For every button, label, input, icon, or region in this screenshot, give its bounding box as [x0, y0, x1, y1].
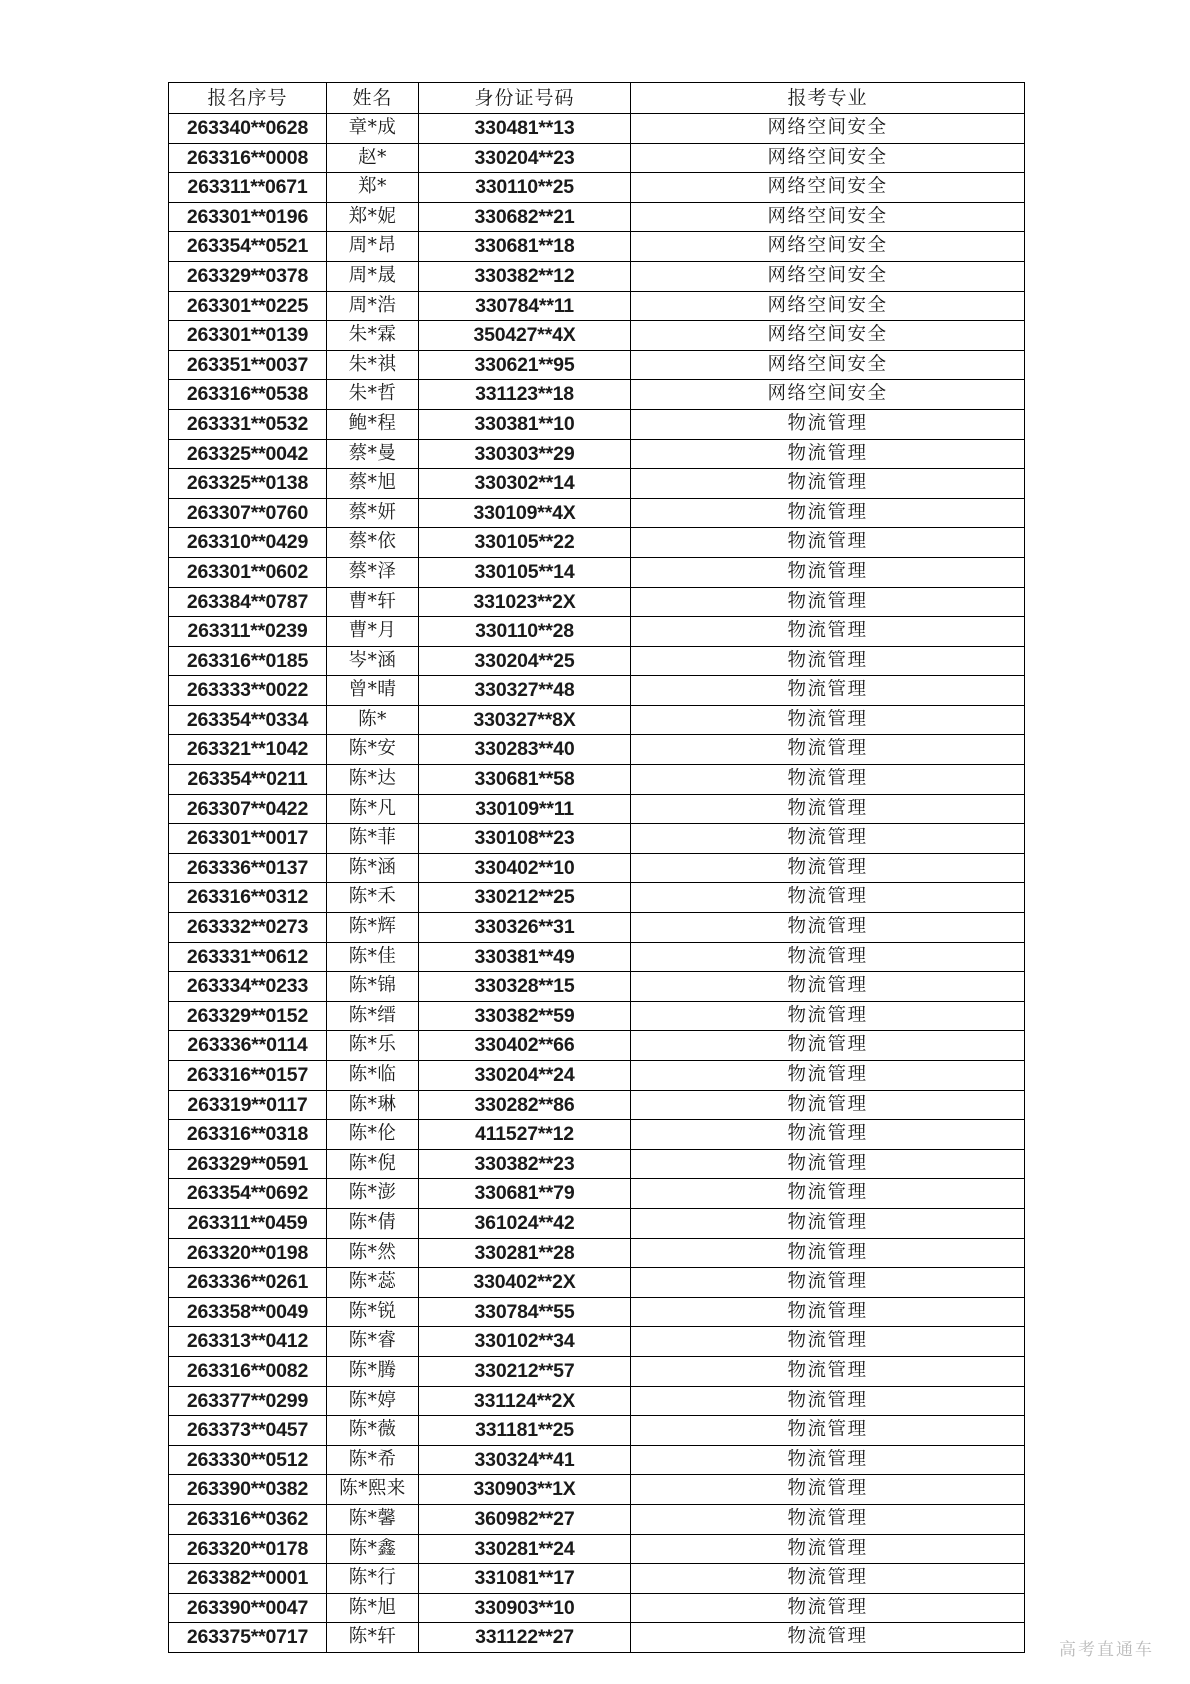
cell-major: 物流管理: [631, 942, 1025, 972]
cell-seq: 263307**0422: [169, 794, 327, 824]
cell-seq: 263301**0602: [169, 557, 327, 587]
cell-major: 物流管理: [631, 617, 1025, 647]
cell-major: 物流管理: [631, 1593, 1025, 1623]
cell-major: 物流管理: [631, 1386, 1025, 1416]
cell-name: 陈*然: [327, 1238, 419, 1268]
cell-seq: 263390**0047: [169, 1593, 327, 1623]
cell-seq: 263354**0521: [169, 232, 327, 262]
cell-major: 物流管理: [631, 705, 1025, 735]
cell-name: 陈*琳: [327, 1090, 419, 1120]
cell-idno: 330681**79: [419, 1179, 631, 1209]
table-row: [169, 1149, 1025, 1179]
cell-major: 物流管理: [631, 1149, 1025, 1179]
cell-seq: 263332**0273: [169, 913, 327, 943]
cell-idno: 330681**18: [419, 232, 631, 262]
cell-idno: 411527**12: [419, 1120, 631, 1150]
cell-seq: 263336**0114: [169, 1031, 327, 1061]
cell-idno: 331122**27: [419, 1623, 631, 1653]
table-row: [169, 676, 1025, 706]
cell-major: 物流管理: [631, 1564, 1025, 1594]
cell-seq: 263354**0211: [169, 765, 327, 795]
cell-name: 陈*薇: [327, 1416, 419, 1446]
table-row: [169, 587, 1025, 617]
cell-name: 章*成: [327, 114, 419, 144]
table-row: [169, 202, 1025, 232]
cell-name: 朱*祺: [327, 350, 419, 380]
header-row: [169, 83, 1025, 114]
table-row: [169, 143, 1025, 173]
cell-name: 陈*达: [327, 765, 419, 795]
cell-major: 物流管理: [631, 1208, 1025, 1238]
cell-major: 物流管理: [631, 587, 1025, 617]
cell-major: 网络空间安全: [631, 261, 1025, 291]
table-row: [169, 1268, 1025, 1298]
cell-name: 蔡*妍: [327, 498, 419, 528]
cell-seq: 263334**0233: [169, 972, 327, 1002]
cell-seq: 263331**0612: [169, 942, 327, 972]
cell-major: 物流管理: [631, 1297, 1025, 1327]
cell-name: 陈*临: [327, 1061, 419, 1091]
cell-major: 物流管理: [631, 1061, 1025, 1091]
cell-idno: 330327**48: [419, 676, 631, 706]
cell-idno: 330382**23: [419, 1149, 631, 1179]
cell-major: 物流管理: [631, 765, 1025, 795]
cell-seq: 263316**0318: [169, 1120, 327, 1150]
cell-idno: 360982**27: [419, 1504, 631, 1534]
cell-seq: 263382**0001: [169, 1564, 327, 1594]
cell-major: 网络空间安全: [631, 232, 1025, 262]
cell-major: 物流管理: [631, 1120, 1025, 1150]
cell-seq: 263311**0459: [169, 1208, 327, 1238]
cell-name: 陈*锐: [327, 1297, 419, 1327]
cell-seq: 263316**0362: [169, 1504, 327, 1534]
cell-major: 物流管理: [631, 469, 1025, 499]
table-row: [169, 1564, 1025, 1594]
table-row: [169, 498, 1025, 528]
table-row: [169, 232, 1025, 262]
cell-idno: 331023**2X: [419, 587, 631, 617]
cell-seq: 263340**0628: [169, 114, 327, 144]
cell-seq: 263301**0196: [169, 202, 327, 232]
cell-seq: 263358**0049: [169, 1297, 327, 1327]
cell-idno: 330402**66: [419, 1031, 631, 1061]
cell-idno: 361024**42: [419, 1208, 631, 1238]
cell-seq: 263320**0198: [169, 1238, 327, 1268]
column-header-seq: 报名序号: [169, 83, 327, 114]
cell-name: 周*浩: [327, 291, 419, 321]
cell-seq: 263325**0138: [169, 469, 327, 499]
cell-idno: 330204**25: [419, 646, 631, 676]
cell-name: 鲍*程: [327, 409, 419, 439]
cell-idno: 330108**23: [419, 824, 631, 854]
table-row: [169, 824, 1025, 854]
cell-seq: 263316**0082: [169, 1356, 327, 1386]
cell-seq: 263351**0037: [169, 350, 327, 380]
cell-name: 陈*安: [327, 735, 419, 765]
cell-idno: 331123**18: [419, 380, 631, 410]
cell-major: 网络空间安全: [631, 114, 1025, 144]
cell-major: 物流管理: [631, 676, 1025, 706]
column-header-major: 报考专业: [631, 83, 1025, 114]
table-row: [169, 528, 1025, 558]
cell-major: 物流管理: [631, 439, 1025, 469]
cell-name: 陈*馨: [327, 1504, 419, 1534]
cell-major: 物流管理: [631, 1445, 1025, 1475]
cell-seq: 263331**0532: [169, 409, 327, 439]
cell-idno: 330481**13: [419, 114, 631, 144]
table-row: [169, 1001, 1025, 1031]
cell-seq: 263311**0239: [169, 617, 327, 647]
cell-idno: 330784**11: [419, 291, 631, 321]
cell-name: 陈*凡: [327, 794, 419, 824]
cell-idno: 330105**22: [419, 528, 631, 558]
cell-seq: 263354**0334: [169, 705, 327, 735]
cell-idno: 330281**24: [419, 1534, 631, 1564]
table-row: [169, 380, 1025, 410]
cell-name: 朱*霖: [327, 321, 419, 351]
cell-name: 蔡*旭: [327, 469, 419, 499]
cell-seq: 263336**0261: [169, 1268, 327, 1298]
table-row: [169, 1475, 1025, 1505]
cell-idno: 330381**49: [419, 942, 631, 972]
cell-seq: 263336**0137: [169, 853, 327, 883]
cell-idno: 330681**58: [419, 765, 631, 795]
cell-major: 物流管理: [631, 1327, 1025, 1357]
cell-idno: 330621**95: [419, 350, 631, 380]
cell-major: 物流管理: [631, 972, 1025, 1002]
roster-table-container: [168, 82, 1024, 1653]
cell-idno: 330204**24: [419, 1061, 631, 1091]
roster-table: [168, 82, 1025, 1653]
cell-idno: 330110**25: [419, 173, 631, 203]
cell-seq: 263321**1042: [169, 735, 327, 765]
cell-major: 物流管理: [631, 735, 1025, 765]
table-row: [169, 469, 1025, 499]
cell-seq: 263311**0671: [169, 173, 327, 203]
cell-major: 物流管理: [631, 1090, 1025, 1120]
cell-idno: 330382**12: [419, 261, 631, 291]
table-row: [169, 646, 1025, 676]
table-header: [169, 83, 1025, 114]
cell-major: 物流管理: [631, 853, 1025, 883]
cell-seq: 263301**0225: [169, 291, 327, 321]
cell-name: 郑*妮: [327, 202, 419, 232]
table-row: [169, 1416, 1025, 1446]
cell-idno: 330326**31: [419, 913, 631, 943]
cell-idno: 330682**21: [419, 202, 631, 232]
cell-idno: 330402**10: [419, 853, 631, 883]
cell-name: 陈*缙: [327, 1001, 419, 1031]
table-row: [169, 1445, 1025, 1475]
cell-name: 陈*旭: [327, 1593, 419, 1623]
cell-name: 陈*腾: [327, 1356, 419, 1386]
table-row: [169, 942, 1025, 972]
cell-name: 陈*辉: [327, 913, 419, 943]
cell-seq: 263301**0017: [169, 824, 327, 854]
cell-name: 朱*哲: [327, 380, 419, 410]
cell-major: 物流管理: [631, 1268, 1025, 1298]
table-row: [169, 765, 1025, 795]
column-header-idno: 身份证号码: [419, 83, 631, 114]
cell-major: 物流管理: [631, 1001, 1025, 1031]
cell-name: 陈*行: [327, 1564, 419, 1594]
table-row: [169, 1090, 1025, 1120]
cell-name: 曹*轩: [327, 587, 419, 617]
cell-name: 蔡*泽: [327, 557, 419, 587]
cell-name: 赵*: [327, 143, 419, 173]
cell-idno: 330102**34: [419, 1327, 631, 1357]
table-row: [169, 853, 1025, 883]
cell-major: 物流管理: [631, 528, 1025, 558]
table-row: [169, 439, 1025, 469]
cell-major: 物流管理: [631, 883, 1025, 913]
table-row: [169, 794, 1025, 824]
cell-idno: 330903**1X: [419, 1475, 631, 1505]
table-row: [169, 1327, 1025, 1357]
cell-name: 岑*涵: [327, 646, 419, 676]
cell-idno: 330302**14: [419, 469, 631, 499]
cell-major: 网络空间安全: [631, 321, 1025, 351]
cell-idno: 330324**41: [419, 1445, 631, 1475]
cell-name: 陈*婷: [327, 1386, 419, 1416]
cell-idno: 330109**11: [419, 794, 631, 824]
watermark: 高考直通车: [1059, 1640, 1154, 1660]
cell-idno: 330303**29: [419, 439, 631, 469]
cell-name: 陈*倪: [327, 1149, 419, 1179]
cell-major: 物流管理: [631, 1475, 1025, 1505]
cell-seq: 263313**0412: [169, 1327, 327, 1357]
cell-major: 网络空间安全: [631, 350, 1025, 380]
cell-name: 陈*锦: [327, 972, 419, 1002]
cell-major: 网络空间安全: [631, 380, 1025, 410]
cell-name: 陈*澎: [327, 1179, 419, 1209]
cell-seq: 263310**0429: [169, 528, 327, 558]
cell-major: 物流管理: [631, 794, 1025, 824]
cell-seq: 263373**0457: [169, 1416, 327, 1446]
cell-name: 陈*伦: [327, 1120, 419, 1150]
cell-major: 物流管理: [631, 1416, 1025, 1446]
table-row: [169, 409, 1025, 439]
cell-name: 蔡*依: [327, 528, 419, 558]
cell-major: 物流管理: [631, 1504, 1025, 1534]
cell-name: 陈*熙来: [327, 1475, 419, 1505]
table-row: [169, 972, 1025, 1002]
table-row: [169, 1534, 1025, 1564]
cell-major: 网络空间安全: [631, 202, 1025, 232]
cell-seq: 263329**0591: [169, 1149, 327, 1179]
table-row: [169, 735, 1025, 765]
cell-seq: 263329**0378: [169, 261, 327, 291]
table-row: [169, 883, 1025, 913]
cell-major: 物流管理: [631, 1356, 1025, 1386]
table-row: [169, 1623, 1025, 1653]
cell-major: 网络空间安全: [631, 143, 1025, 173]
cell-seq: 263316**0185: [169, 646, 327, 676]
cell-name: 陈*蕊: [327, 1268, 419, 1298]
table-row: [169, 1356, 1025, 1386]
cell-seq: 263384**0787: [169, 587, 327, 617]
table-row: [169, 173, 1025, 203]
cell-name: 周*昂: [327, 232, 419, 262]
cell-name: 陈*倩: [327, 1208, 419, 1238]
cell-seq: 263333**0022: [169, 676, 327, 706]
cell-idno: 330903**10: [419, 1593, 631, 1623]
cell-seq: 263330**0512: [169, 1445, 327, 1475]
cell-name: 陈*佳: [327, 942, 419, 972]
cell-idno: 330110**28: [419, 617, 631, 647]
cell-name: 蔡*曼: [327, 439, 419, 469]
cell-major: 物流管理: [631, 1534, 1025, 1564]
cell-idno: 330204**23: [419, 143, 631, 173]
cell-seq: 263301**0139: [169, 321, 327, 351]
cell-name: 曹*月: [327, 617, 419, 647]
cell-major: 物流管理: [631, 1238, 1025, 1268]
cell-name: 陈*鑫: [327, 1534, 419, 1564]
cell-seq: 263354**0692: [169, 1179, 327, 1209]
cell-major: 物流管理: [631, 913, 1025, 943]
table-row: [169, 1238, 1025, 1268]
table-row: [169, 1179, 1025, 1209]
cell-seq: 263390**0382: [169, 1475, 327, 1505]
cell-seq: 263377**0299: [169, 1386, 327, 1416]
table-row: [169, 321, 1025, 351]
table-row: [169, 114, 1025, 144]
cell-idno: 330402**2X: [419, 1268, 631, 1298]
cell-name: 陈*乐: [327, 1031, 419, 1061]
cell-major: 物流管理: [631, 646, 1025, 676]
cell-seq: 263307**0760: [169, 498, 327, 528]
cell-seq: 263329**0152: [169, 1001, 327, 1031]
cell-name: 陈*睿: [327, 1327, 419, 1357]
cell-major: 物流管理: [631, 557, 1025, 587]
cell-seq: 263325**0042: [169, 439, 327, 469]
cell-seq: 263316**0008: [169, 143, 327, 173]
cell-name: 郑*: [327, 173, 419, 203]
cell-major: 物流管理: [631, 824, 1025, 854]
cell-seq: 263316**0157: [169, 1061, 327, 1091]
table-row: [169, 913, 1025, 943]
cell-idno: 330282**86: [419, 1090, 631, 1120]
table-row: [169, 350, 1025, 380]
table-row: [169, 1208, 1025, 1238]
cell-name: 陈*菲: [327, 824, 419, 854]
table-row: [169, 617, 1025, 647]
cell-name: 陈*希: [327, 1445, 419, 1475]
cell-idno: 350427**4X: [419, 321, 631, 351]
cell-idno: 330381**10: [419, 409, 631, 439]
cell-name: 陈*: [327, 705, 419, 735]
cell-seq: 263320**0178: [169, 1534, 327, 1564]
table-row: [169, 261, 1025, 291]
table-row: [169, 1061, 1025, 1091]
cell-name: 曾*晴: [327, 676, 419, 706]
cell-idno: 330109**4X: [419, 498, 631, 528]
column-header-name: 姓名: [327, 83, 419, 114]
table-row: [169, 1297, 1025, 1327]
table-row: [169, 557, 1025, 587]
cell-idno: 330382**59: [419, 1001, 631, 1031]
cell-seq: 263316**0538: [169, 380, 327, 410]
table-row: [169, 291, 1025, 321]
cell-major: 物流管理: [631, 1031, 1025, 1061]
table-row: [169, 1504, 1025, 1534]
cell-idno: 331181**25: [419, 1416, 631, 1446]
cell-name: 陈*涵: [327, 853, 419, 883]
cell-major: 物流管理: [631, 1179, 1025, 1209]
table-row: [169, 1593, 1025, 1623]
cell-major: 物流管理: [631, 498, 1025, 528]
cell-idno: 330212**57: [419, 1356, 631, 1386]
cell-major: 物流管理: [631, 409, 1025, 439]
table-row: [169, 705, 1025, 735]
cell-seq: 263316**0312: [169, 883, 327, 913]
table-row: [169, 1031, 1025, 1061]
cell-major: 网络空间安全: [631, 173, 1025, 203]
cell-name: 陈*禾: [327, 883, 419, 913]
cell-idno: 331124**2X: [419, 1386, 631, 1416]
cell-idno: 330784**55: [419, 1297, 631, 1327]
cell-idno: 330105**14: [419, 557, 631, 587]
table-body: [169, 114, 1025, 1653]
cell-idno: 330283**40: [419, 735, 631, 765]
table-row: [169, 1386, 1025, 1416]
table-row: [169, 1120, 1025, 1150]
cell-idno: 330212**25: [419, 883, 631, 913]
cell-seq: 263319**0117: [169, 1090, 327, 1120]
cell-name: 周*晟: [327, 261, 419, 291]
cell-idno: 331081**17: [419, 1564, 631, 1594]
cell-major: 物流管理: [631, 1623, 1025, 1653]
cell-idno: 330328**15: [419, 972, 631, 1002]
cell-name: 陈*轩: [327, 1623, 419, 1653]
cell-seq: 263375**0717: [169, 1623, 327, 1653]
cell-idno: 330281**28: [419, 1238, 631, 1268]
cell-idno: 330327**8X: [419, 705, 631, 735]
cell-major: 网络空间安全: [631, 291, 1025, 321]
